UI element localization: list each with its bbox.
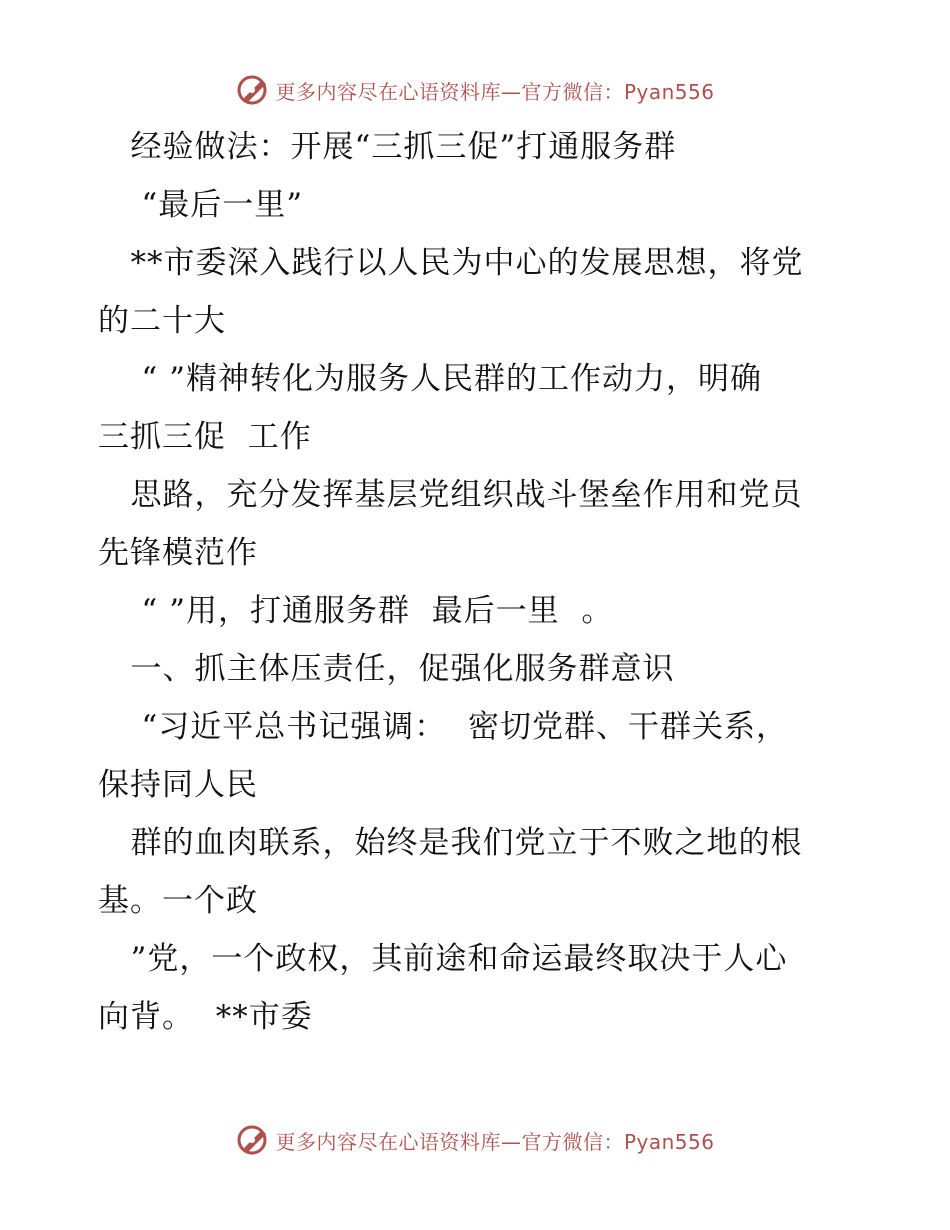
text-line: 一、抓主体压责任，促强化服务群意识 — [98, 651, 675, 687]
text-line: **市委深入践行以人民为中心的发展思想，将党 — [98, 245, 804, 281]
text-line: ”党，一个政权，其前途和命运最终取决于人心 — [98, 941, 788, 977]
pen-logo-icon — [235, 72, 271, 108]
document-body — [98, 118, 858, 1046]
text-line: 向背。 **市委 — [98, 999, 313, 1035]
text-line: 三抓三促 工作 — [98, 419, 312, 455]
text-line: “最后一里” — [98, 187, 304, 223]
text-line: “习近平总书记强调： 密切党群、干群关系， — [98, 709, 788, 745]
text-line: “ ”用，打通服务群 最后一里 。 — [98, 593, 614, 629]
watermark-text: 更多内容尽在心语资料库—官方微信：Pyan556 — [275, 79, 715, 104]
text-line: “ ”精神转化为服务人民群的工作动力，明确 — [98, 361, 762, 397]
text-line: 先锋模范作 — [98, 535, 258, 571]
text-line: 保持同人民 — [98, 767, 258, 803]
watermark-text: 更多内容尽在心语资料库—官方微信：Pyan556 — [275, 1129, 715, 1154]
text-line: 思路，充分发挥基层党组织战斗堡垒作用和党员 — [98, 477, 803, 513]
header-watermark-banner — [0, 70, 950, 110]
text-line: 经验做法：开展“三抓三促”打通服务群 — [98, 129, 677, 165]
text-line: 的二十大 — [98, 303, 226, 339]
footer-watermark-banner — [0, 1120, 950, 1160]
text-line: 基。一个政 — [98, 883, 258, 919]
pen-logo-icon — [235, 1122, 271, 1158]
text-line: 群的血肉联系，始终是我们党立于不败之地的根 — [98, 825, 803, 861]
